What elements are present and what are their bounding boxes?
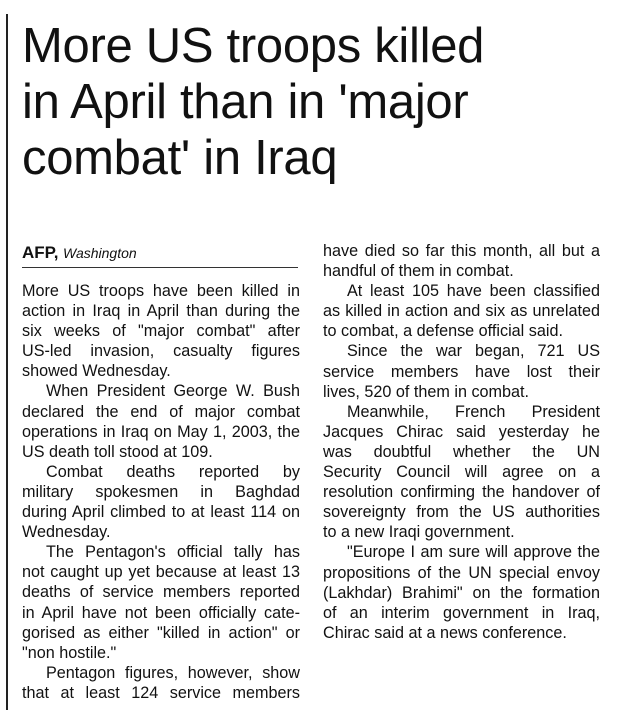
headline-line: More US troops killed [22,19,485,73]
article-text-line: action in Iraq in April than during the [22,302,300,321]
dateline-city: Washington [63,245,137,261]
article-text-line: Pentagon figures, however, show [46,663,300,682]
headline-line: in April than in 'major [22,75,469,129]
article-text-line: US death toll stood at 109. [22,442,213,461]
article-text-line: as killed in action and six as unrelated [323,302,600,321]
article-text-line: When President George W. Bush [46,382,300,401]
article-text-line: gorised as either "killed in action" or [22,623,300,642]
article-text-line: (Lakhdar) Brahimi" on the formation [323,583,600,602]
headline-line: combat' in Iraq [22,131,338,185]
article-text-line: to combat, a defense official said. [323,322,563,341]
article-column-1 [22,281,300,703]
article-text-line: have died so far this month, all but a [323,242,600,260]
article-text-line: showed Wednesday. [22,362,171,381]
article-text-line: "non hostile." [22,643,117,662]
article-text-line: military spokesmen in Baghdad [22,482,300,501]
article-text-line: propositions of the UN special envoy [323,563,600,582]
article-text-line: six weeks of "major combat" after [22,322,300,341]
article-text-line: that at least 124 service members [22,683,300,702]
article-text-line: Jacques Chirac said yesterday he [323,422,600,441]
article-text-line: was doubtful whether the UN [323,442,600,461]
article-text-line: not caught up yet because at least 13 [22,563,300,582]
article-text-line: of an interim government in Iraq, [323,603,600,622]
headline [22,18,612,186]
article-text-line: in April have not been officially cate- [22,603,300,622]
article-text-line: The Pentagon's official tally has [46,543,300,562]
article-text-line: handful of them in combat. [323,262,514,281]
article-text-line: At least 105 have been classified [347,282,600,301]
article-column-2 [323,241,600,643]
article-text-line: Wednesday. [22,523,111,542]
article-text-line: lives, 520 of them in combat. [323,382,530,401]
article-text-line: declared the end of major combat [22,402,300,421]
article-text-line: Since the war began, 721 US [347,342,600,361]
article-text-line: resolution confirming the handover of [323,483,600,502]
column-rule [6,14,8,710]
article-text-line: Chirac said at a news conference. [323,623,567,642]
article-text-line: More US troops have been killed in [22,282,300,300]
agency-name: AFP, [22,243,59,262]
article-text-line: Meanwhile, French President [347,402,600,421]
article-text-line: Security Council will agree on a [323,463,600,482]
article-text-line: during April climbed to at least 114 on [22,503,300,522]
article-text-line: US-led invasion, casualty figures [22,342,300,361]
article-text-line: to a new Iraqi government. [323,523,515,542]
article-text-line: operations in Iraq on May 1, 2003, the [22,422,300,441]
article-text-line: sovereignty from the US authorities [323,503,600,522]
dateline [22,243,298,268]
article-text-line: deaths of service members reported [22,583,300,602]
article-text-line: Combat deaths reported by [46,462,300,481]
article-text-line: service members have lost their [323,362,600,381]
article-text-line: "Europe I am sure will approve the [347,543,600,562]
